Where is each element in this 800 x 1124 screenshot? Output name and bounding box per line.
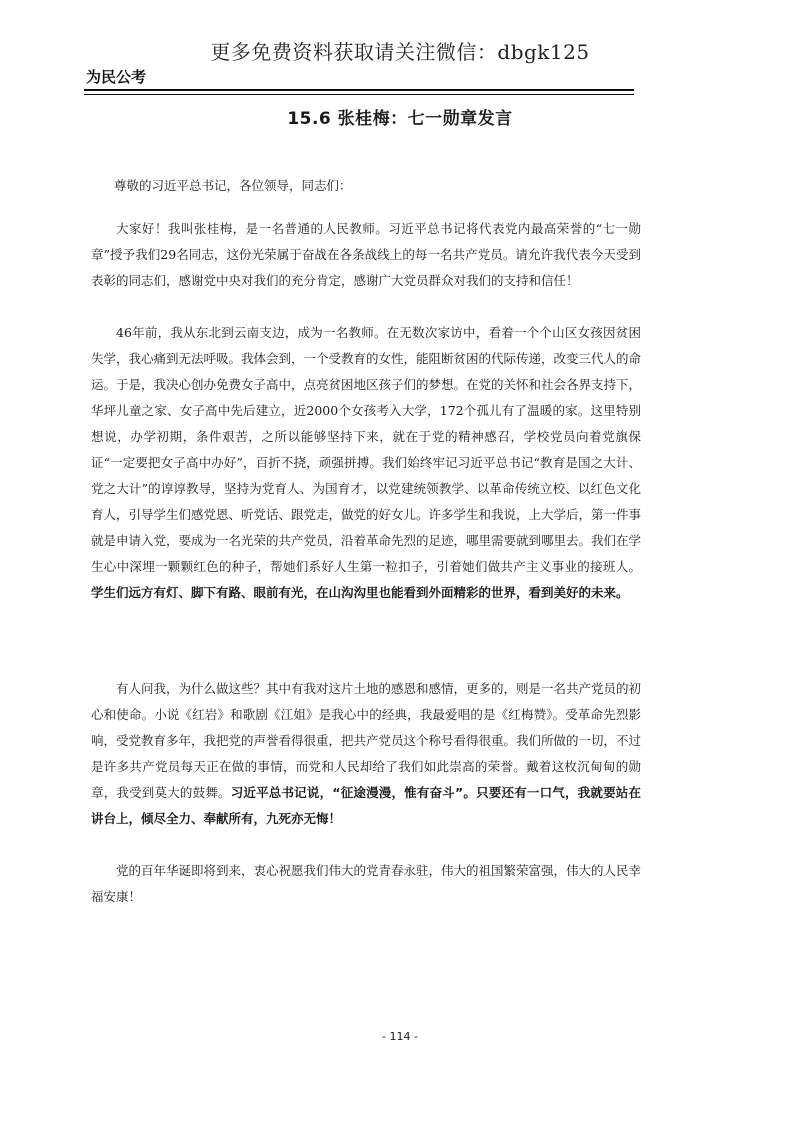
paragraph-text: 大家好！我叫张桂梅，是一名普通的人民教师。习近平总书记将代表党内最高荣誉的“七一勋章”授予我们29名同志，这份光荣属于奋战在各条战线上的每一名共产党员。请允许我代表今天受到表彰的同志们，感谢党中央对我们的充分肯定，感谢广大党员群众对我们的支持和信任！ [91,221,641,288]
paragraph-emphasis: 学生们远方有灯、脚下有路、眼前有光，在山沟沟里也能看到外面精彩的世界，看到美好的未来。 [91,585,629,600]
paragraph-text: 有人问我，为什么做这些？其中有我对这片土地的感恩和感情，更多的，则是一名共产党员的初心和使命。小说《红岩》和歌剧《江姐》是我心中的经典，我最爱唱的是《红梅赞》。受革命先烈影响，受党教育多年，我把党的声誉看得很重，把共产党员这个称号看得很重。我们所做的一切，不过是许多共产党员每天正在做的事情，而党和人民却给了我们如此崇高的荣誉。戴着这枚沉甸甸的勋章，我受到莫大的鼓舞。 [91,681,642,800]
section-title: 15.6 张桂梅：七一勋章发言 [287,109,513,129]
paragraph-4 [91,858,641,910]
page-number: - 114 - [382,1030,418,1043]
paragraph-2 [91,320,641,606]
header-rule-thick [84,89,634,91]
salutation: 尊敬的习近平总书记，各位领导，同志们： [114,178,352,193]
paragraph-emphasis: 习近平总书记说，“征途漫漫，惟有奋斗”。只要还有一口气，我就要站在讲台上，倾尽全力、奉献所有，九死亦无悔！ [91,785,641,826]
paragraph-text: 46年前，我从东北到云南支边，成为一名教师。在无数次家访中，看着一个个山区女孩因贫困失学，我心痛到无法呼吸。我体会到，一个受教育的女性，能阻断贫困的代际传递，改变三代人的命运。于是，我决心创办免费女子高中，点亮贫困地区孩子们的梦想。在党的关怀和社会各界支持下，华坪儿童之家、女子高中先后建立，近2000个女孩考入大学，172个孤儿有了温暖的家。这里特别想说，办学初期，条件艰苦，之所以能够坚持下来，就在于党的精神感召，学校党员向着党旗保证“一定要把女子高中办好”，百折不挠，顽强拼搏。我们始终牢记习近平总书记“教育是国之大计、党之大计”的谆谆教导，坚持为党育人、为国育才，以党建统领教学、以革命传统立校、以红色文化育人，引导学生们感党恩、听党话、跟党走，做党的好女儿。许多学生和我说，上大学后，第一件事就是申请入党，要成为一名光荣的共产党员，沿着革命先烈的足迹，哪里需要就到哪里去。我们在学生心中深埋一颗颗红色的种子，帮她们系好人生第一粒扣子，引着她们做共产主义事业的接班人。 [91,325,642,574]
header-rule-thin [84,94,634,95]
wechat-watermark: 更多免费资料获取请关注微信：dbgk125 [210,40,590,64]
paragraph-1 [91,216,641,294]
brand-name: 为民公考 [86,68,147,86]
paragraph-text: 党的百年华诞即将到来，衷心祝愿我们伟大的党青春永驻，伟大的祖国繁荣富强，伟大的人民幸福安康！ [91,863,642,904]
paragraph-3 [91,676,641,832]
